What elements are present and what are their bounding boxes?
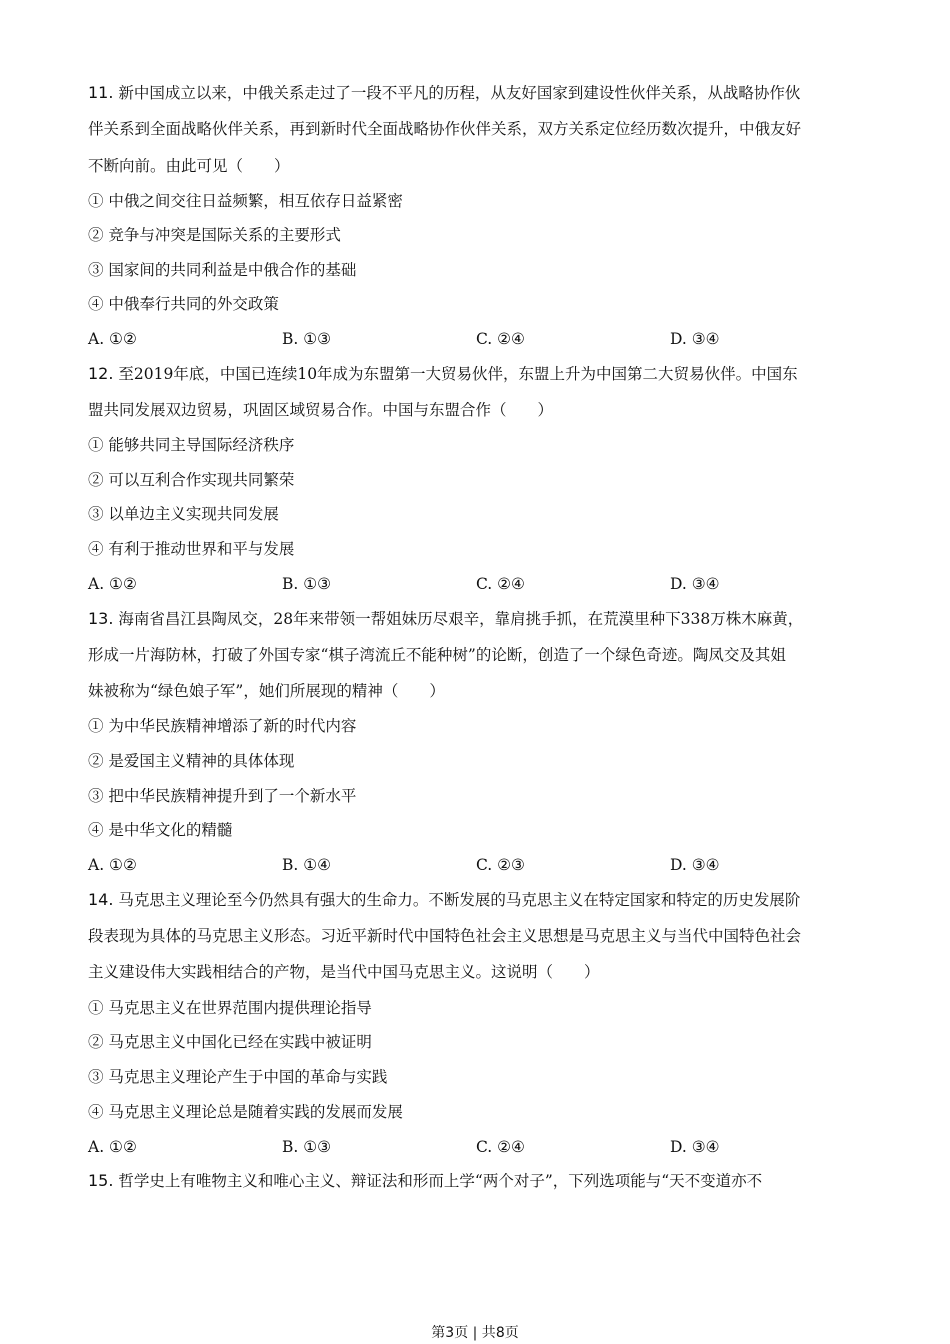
q14-choice-b: B. ①③ [282, 1138, 332, 1156]
q14-stem-line-3: 主义建设伟大实践相结合的产物，是当代中国马克思主义。这说明（ ） [88, 963, 600, 981]
q11-choice-b: B. ①③ [282, 330, 332, 348]
q14-item-3: ③ 马克思主义理论产生于中国的革命与实践 [88, 1068, 388, 1086]
q15-stem-text-1: 哲学史上有唯物主义和唯心主义、辩证法和形而上学“两个对子”，下列选项能与“天不变道亦不 [118, 1172, 763, 1190]
q12-choice-b: B. ①③ [282, 575, 332, 593]
q12-stem-line-1 [88, 364, 798, 384]
q13-stem-text-1: 海南省昌江县陶凤交，28年来带领一帮姐妹历尽艰辛，靠肩挑手抓，在荒漠里种下338万株木麻黄， [118, 610, 804, 628]
page-footer [0, 1324, 950, 1342]
q11-item-2: ② 竞争与冲突是国际关系的主要形式 [88, 226, 341, 244]
q13-choice-d: D. ③④ [670, 856, 720, 874]
q13-choice-b: B. ①④ [282, 856, 332, 874]
q12-choice-d: D. ③④ [670, 575, 720, 593]
q14-stem-line-2: 段表现为具体的马克思主义形态。习近平新时代中国特色社会主义思想是马克思主义与当代中国特色社会 [88, 927, 802, 945]
q12-number: 12. [88, 364, 114, 383]
q11-item-4: ④ 中俄奉行共同的外交政策 [88, 295, 279, 313]
q12-stem-text-1: 至2019年底，中国已连续10年成为东盟第一大贸易伙伴，东盟上升为中国第二大贸易伙伴。中国东 [118, 365, 798, 383]
q13-number: 13. [88, 609, 114, 628]
q14-item-4: ④ 马克思主义理论总是随着实践的发展而发展 [88, 1103, 403, 1121]
footer-prefix: 第 [431, 1325, 446, 1341]
q14-stem-line-1 [88, 890, 800, 910]
q13-choice-a: A. ①② [88, 856, 137, 874]
q11-stem-text-1: 新中国成立以来，中俄关系走过了一段不平凡的历程，从友好国家到建设性伙伴关系，从战略协作伙 [118, 84, 801, 102]
q12-item-3: ③ 以单边主义实现共同发展 [88, 505, 279, 523]
footer-mid: 页 | 共 [454, 1325, 496, 1341]
q11-item-3: ③ 国家间的共同利益是中俄合作的基础 [88, 261, 357, 279]
q11-stem-line-2: 伴关系到全面战略伙伴关系，再到新时代全面战略协作伙伴关系，双方关系定位经历数次提升，中俄友好 [88, 120, 802, 138]
q14-number: 14. [88, 890, 114, 909]
q12-stem-line-2: 盟共同发展双边贸易，巩固区域贸易合作。中国与东盟合作（ ） [88, 401, 554, 419]
q14-item-2: ② 马克思主义中国化已经在实践中被证明 [88, 1033, 372, 1051]
q13-item-1: ① 为中华民族精神增添了新的时代内容 [88, 717, 357, 735]
footer-suffix: 页 [504, 1325, 519, 1341]
q15-number: 15. [88, 1171, 114, 1190]
q11-stem-line-3: 不断向前。由此可见（ ） [88, 157, 290, 175]
q14-item-1: ① 马克思主义在世界范围内提供理论指导 [88, 999, 372, 1017]
q15-stem-line-1 [88, 1171, 762, 1191]
q11-item-1: ① 中俄之间交往日益频繁，相互依存日益紧密 [88, 192, 403, 210]
q12-choice-a: A. ①② [88, 575, 137, 593]
footer-total-pages: 8 [495, 1325, 505, 1341]
q11-number: 11. [88, 83, 114, 102]
q12-item-1: ① 能够共同主导国际经济秩序 [88, 436, 295, 454]
q12-choice-c: C. ②④ [476, 575, 525, 593]
q13-choice-c: C. ②③ [476, 856, 525, 874]
footer-page-number: 3 [445, 1325, 455, 1341]
q13-item-3: ③ 把中华民族精神提升到了一个新水平 [88, 787, 357, 805]
q11-stem-line-1 [88, 83, 800, 103]
q13-stem-line-1 [88, 609, 803, 629]
q14-choice-c: C. ②④ [476, 1138, 525, 1156]
q13-item-2: ② 是爱国主义精神的具体体现 [88, 752, 295, 770]
q11-choice-c: C. ②④ [476, 330, 525, 348]
q14-choice-d: D. ③④ [670, 1138, 720, 1156]
q12-item-2: ② 可以互利合作实现共同繁荣 [88, 471, 295, 489]
q14-choice-a: A. ①② [88, 1138, 137, 1156]
q13-item-4: ④ 是中华文化的精髓 [88, 821, 233, 839]
q13-stem-line-2: 形成一片海防林，打破了外国专家“棋子湾流丘不能种树”的论断，创造了一个绿色奇迹。陶凤交及其姐 [88, 646, 786, 664]
q14-stem-text-1: 马克思主义理论至今仍然具有强大的生命力。不断发展的马克思主义在特定国家和特定的历史发展阶 [118, 891, 801, 909]
q11-choice-d: D. ③④ [670, 330, 720, 348]
q13-stem-line-3: 妹被称为“绿色娘子军”，她们所展现的精神（ ） [88, 682, 445, 700]
q12-item-4: ④ 有利于推动世界和平与发展 [88, 540, 295, 558]
q11-choice-a: A. ①② [88, 330, 137, 348]
